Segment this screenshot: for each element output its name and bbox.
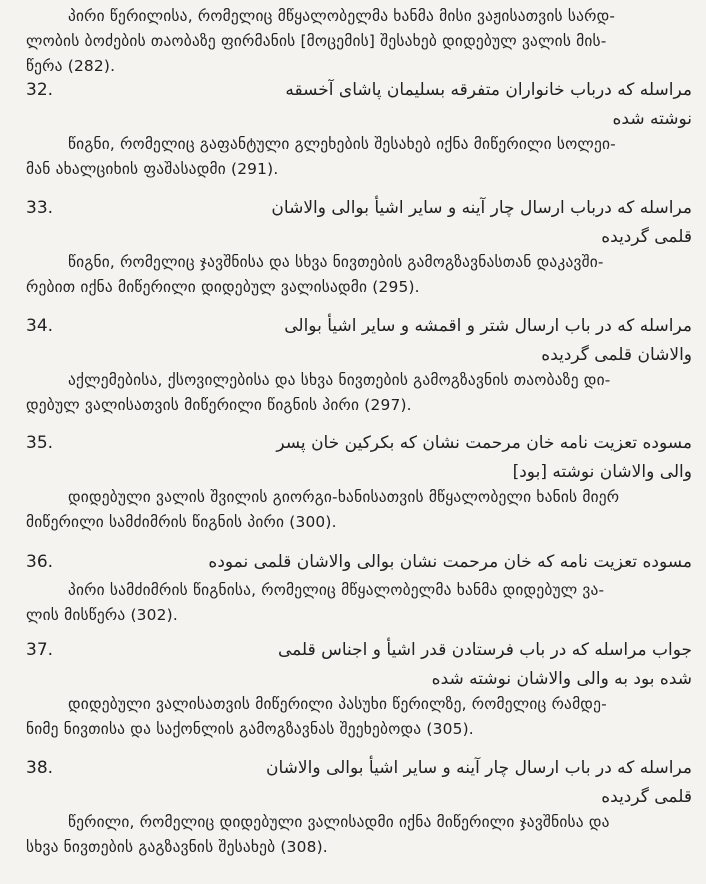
persian-heading-cont: قلمی گردیده xyxy=(601,227,692,247)
georgian-line: წიგნი, რომელიც გაფანტული გლეხების შესახებ იქნა მიწერილი სოლეი- xyxy=(68,135,616,153)
georgian-line: დებულ ვალისათვის მიწერილი წიგნის პირი (297). xyxy=(26,396,412,414)
persian-heading: مسوده تعزیت نامه خان مرحمت نشان که بکرکین خان پسر xyxy=(276,433,692,453)
persian-heading-cont: شده بود به والی والاشان نوشته شده xyxy=(431,669,692,689)
persian-heading-cont: والی والاشان نوشته [بود] xyxy=(512,462,692,482)
georgian-line: პირი სამძიმრის წიგნისა, რომელიც მწყალობელმა ხანმა დიდებულ ვა- xyxy=(68,581,605,599)
georgian-line: რებით იქნა მიწერილი დიდებულ ვალისადმი (295). xyxy=(26,278,420,296)
georgian-line: დიდებული ვალისათვის მიწერილი პასუხი წერილზე, რომელიც რამდე- xyxy=(68,695,607,713)
entry-number: 32. xyxy=(26,80,54,100)
intro-paragraph xyxy=(26,4,692,79)
persian-heading: مراسله که درباب خانواران متفرقه بسلیمان پاشای آخسقه xyxy=(285,80,692,100)
georgian-line: დიდებული ვალის შვილის გიორგი-ხანისათვის მწყალობელი ხანის მიერ xyxy=(68,488,620,506)
intro-line: პირი წერილისა, რომელიც მწყალობელმა ხანმა მისი ვაჟისათვის სარდ- xyxy=(68,7,616,25)
entry-33 xyxy=(26,198,692,300)
entry-34 xyxy=(26,316,692,418)
persian-heading-cont: قلمی گردیده xyxy=(601,787,692,807)
georgian-line: წიგნი, რომელიც ჯავშნისა და სხვა ნივთების გამოგზავნასთან დაკავში- xyxy=(68,253,604,271)
persian-heading: مراسله که در باب ارسال چار آینه و سایر اشیأ بوالی والاشان xyxy=(266,758,692,778)
entry-number: 37. xyxy=(26,640,54,660)
entry-number: 36. xyxy=(26,552,54,572)
georgian-line: აქლემებისა, ქსოვილებისა და სხვა ნივთების გამოგზავნის თაობაზე დი- xyxy=(68,371,611,389)
persian-heading: مراسله که در باب ارسال شتر و اقمشه و سایر اشیأ بوالی xyxy=(284,316,692,336)
persian-heading: مراسله که درباب ارسال چار آینه و سایر اشیأ بوالی والاشان xyxy=(271,198,692,218)
entry-32 xyxy=(26,80,692,182)
georgian-line: წერილი, რომელიც დიდებული ვალისადმი იქნა მიწერილი ჯავშნისა და xyxy=(68,813,610,831)
georgian-line: სხვა ნივთების გაგზავნის შესახებ (308). xyxy=(26,838,328,856)
intro-line: ლობის ბოძების თაობაზე ფირმანის [მოცემის] შესახებ დიდებულ ვალის მის- xyxy=(26,32,607,50)
intro-line: წერა (282). xyxy=(26,57,116,75)
georgian-line: მიწერილი სამძიმრის წიგნის პირი (300). xyxy=(26,513,337,531)
entry-number: 35. xyxy=(26,433,54,453)
entry-37 xyxy=(26,640,692,742)
entry-number: 38. xyxy=(26,758,54,778)
georgian-line: მან ახალციხის ფაშასადმი (291). xyxy=(26,160,279,178)
persian-heading-cont: نوشته شده xyxy=(612,109,692,129)
entry-number: 34. xyxy=(26,316,54,336)
entry-number: 33. xyxy=(26,198,54,218)
georgian-line: ლის მისწერა (302). xyxy=(26,606,178,624)
entry-38 xyxy=(26,758,692,860)
persian-heading-cont: والاشان قلمی گردیده xyxy=(541,345,692,365)
persian-heading: جواب مراسله که در باب فرستادن قدر اشیأ و اجناس قلمی xyxy=(277,640,692,660)
entry-36 xyxy=(26,552,692,628)
persian-heading: مسوده تعزیت نامه که خان مرحمت نشان بوالی والاشان قلمی نموده xyxy=(208,552,692,572)
entry-35 xyxy=(26,433,692,535)
georgian-line: ნიმე ნივთისა და საქონლის გამოგზავნას შეეხებოდა (305). xyxy=(26,720,474,738)
